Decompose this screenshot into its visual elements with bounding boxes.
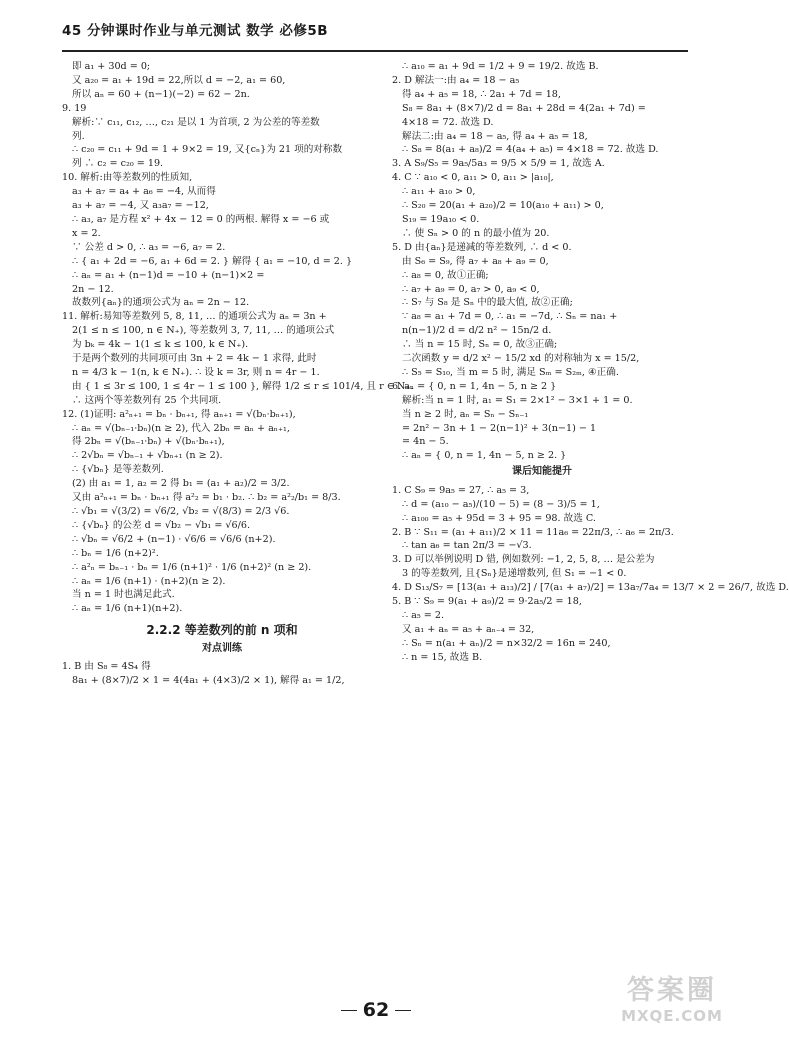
text-line: n = 4/3 k − 1(n, k ∈ N₊). ∴ 设 k = 3r, 则 n = 4r − 1. [72,366,320,378]
text-line: ∴ c₂₀ = c₁₁ + 9d = 1 + 9×2 = 19, 又{cₙ}为 21 项的对称数 [72,144,343,156]
text-line: ∴ d = (a₁₀ − a₅)/(10 − 5) = (8 − 3)/5 = 1, [402,498,600,510]
text-line: 得 a₄ + a₅ = 18, ∴ 2a₁ + 7d = 18, [402,88,561,100]
text-line: 故数列{aₙ}的通项公式为 aₙ = 2n − 12. [72,297,250,309]
text-line: 又 a₁ + aₙ = a₅ + aₙ₋₄ = 32, [402,623,535,635]
text-line: 1. C S₉ = 9a₅ = 27, ∴ a₅ = 3, [392,484,530,496]
text-line: ∴ aₙ = { 0, n = 1, 4n − 5, n ≥ 2. } [402,450,567,462]
text-line: 12. (1)证明: a²ₙ₊₁ = bₙ · bₙ₊₁, 得 aₙ₊₁ = √(bₙ·bₙ₊₁), [62,408,296,420]
text-line: x = 2. [72,227,101,239]
text-line: ∴ a₁₁ + a₁₀ > 0, [402,186,476,198]
text-line: = 4n − 5. [402,436,449,448]
text-line: S₈ = 8a₁ + (8×7)/2 d = 8a₁ + 28d = 4(2a₁ + 7d) = [402,102,646,114]
text-line: 由 { 1 ≤ 3r ≤ 100, 1 ≤ 4r − 1 ≤ 100 }, 解得 1/2 ≤ r ≤ 101/4, 且 r ∈ N₊. [72,380,414,392]
text-line: ∴ S₅ = S₁₀, 当 m = 5 时, 满足 Sₘ = S₂ₘ, ④正确. [402,366,619,378]
text-line: 9. 19 [62,102,87,114]
text-line: 4×18 = 72. 故选 D. [402,116,494,128]
text-line: 4. C ∵ a₁₀ < 0, a₁₁ > 0, a₁₁ > |a₁₀|, [392,172,554,184]
text-line: 8a₁ + (8×7)/2 × 1 = 4(4a₁ + (4×3)/2 × 1), 解得 a₁ = 1/2, [72,675,345,687]
section-subtitle: 对点训练 [202,642,242,654]
right-solution-lines [392,60,692,463]
text-line: ∴ √b₁ = √(3/2) = √6/2, √b₂ = √(8/3) = 2/3 √6. [72,506,290,517]
left-column [62,60,414,688]
text-line: ∴ 2√bₙ = √bₙ₋₁ + √bₙ₊₁ (n ≥ 2). [72,450,223,462]
section-title: 2.2.2 等差数列的前 n 项和 [146,623,298,638]
left-solution-lines [62,60,414,616]
text-line: ∴ n = 15, 故选 B. [402,651,483,663]
page-number: 62 [326,997,426,1025]
text-line: ∴ a²ₙ = bₙ₋₁ · bₙ = 1/6 (n+1)² · 1/6 (n+2)² (n ≥ 2). [72,561,312,573]
text-line: ∴ 这两个等差数列有 25 个共同项. [72,394,222,406]
text-line: 二次函数 y = d/2 x² − 15/2 xd 的对称轴为 x = 15/2, [402,353,640,365]
right-tail-lines [392,484,789,665]
text-line: 2(1 ≤ n ≤ 100, n ∈ N₊), 等差数列 3, 7, 11, … 的通项公式 [72,325,335,337]
watermark-top: 答案圈 [627,975,717,1007]
text-line: ∴ 使 Sₙ > 0 的 n 的最小值为 20. [402,227,550,239]
text-line: 解析:当 n = 1 时, a₁ = S₁ = 2×1² − 3×1 + 1 = 0. [402,394,633,406]
text-line: ∴ aₙ = a₁ + (n−1)d = −10 + (n−1)×2 = [72,269,265,281]
text-line: 2. D 解法一:由 a₄ = 18 − a₅ [392,74,520,86]
text-line: 3 的等差数列, 且{Sₙ}是递增数列, 但 S₁ = −1 < 0. [402,568,627,580]
text-line: ∴ bₙ = 1/6 (n+2)². [72,547,159,559]
text-line: = 2n² − 3n + 1 − 2(n−1)² + 3(n−1) − 1 [402,422,597,434]
header-title: 45 分钟课时作业与单元测试 数学 必修5B [62,23,329,39]
text-line: 3. D 可以举例说明 D 错, 例如数列: −1, 2, 5, 8, … 是公差为 [392,554,655,566]
text-line: ∴ tan a₆ = tan 2π/3 = −√3. [402,540,532,552]
text-line: 又由 a²ₙ₊₁ = bₙ · bₙ₊₁ 得 a²₂ = b₁ · b₂. ∴ b₂ = a²₂/b₁ = 8/3. [72,492,341,504]
text-line: 得 2bₙ = √(bₙ₋₁·bₙ) + √(bₙ·bₙ₊₁), [72,436,225,448]
text-line: 解法二:由 a₄ = 18 − a₅, 得 a₄ + a₅ = 18, [402,130,588,142]
right-section-subtitle: 课后知能提升 [512,466,572,478]
text-line: 10. 解析:由等差数列的性质知, [62,172,193,184]
text-line: S₁₉ = 19a₁₀ < 0. [402,213,480,225]
text-line: ∴ a₁₀₀ = a₅ + 95d = 3 + 95 = 98. 故选 C. [402,512,596,524]
text-line: ∴ S₂₀ = 20(a₁ + a₂₀)/2 = 10(a₁₀ + a₁₁) > 0, [402,200,604,212]
text-line: 1. B 由 S₈ = 4S₄ 得 [62,661,151,673]
text-line: ∴ √bₙ = √6/2 + (n−1) · √6/6 = √6/6 (n+2). [72,533,276,545]
text-line: ∴ S₇ 与 S₈ 是 Sₙ 中的最大值, 故②正确; [402,297,573,309]
text-line: 2n − 12. [72,283,114,295]
text-line: 4. D S₁₃/S₇ = [13(a₁ + a₁₃)/2] / [7(a₁ + a₇)/2] = 13a₇/7a₄ = 13/7 × 2 = 26/7, 故选 D. [392,582,789,594]
text-line: a₃ + a₇ = −4, 又 a₃a₇ = −12, [72,200,209,212]
text-line: ∴ aₙ = 1/6 (n+1) · (n+2)(n ≥ 2). [72,575,226,587]
text-line: 5. B ∵ S₉ = 9(a₁ + a₉)/2 = 9·2a₅/2 = 18, [392,596,582,608]
left-tail-lines [62,660,382,688]
text-line: ∴ {√bₙ} 是等差数列. [72,464,164,476]
text-line: ∴ a₈ = 0, 故①正确; [402,269,489,281]
text-line: ∴ a₇ + a₉ = 0, a₇ > 0, a₉ < 0, [402,283,540,295]
text-line: 所以 aₙ = 60 + (n−1)(−2) = 62 − 2n. [72,88,250,100]
text-line: ∵ 公差 d > 0, ∴ a₃ = −6, a₇ = 2. [72,241,226,253]
watermark-logo [612,971,732,1028]
text-line: ∴ S₈ = 8(a₁ + a₈)/2 = 4(a₄ + a₅) = 4×18 = 72. 故选 D. [402,144,659,156]
text-line: a₃ + a₇ = a₄ + a₆ = −4, 从而得 [72,186,216,198]
text-line: 2. B ∵ S₁₁ = (a₁ + a₁₁)/2 × 11 = 11a₆ = 22π/3, ∴ a₆ = 2π/3. [392,526,674,538]
text-line: n(n−1)/2 d = d/2 n² − 15n/2 d. [402,325,552,337]
text-line: ∴ aₙ = √(bₙ₋₁·bₙ)(n ≥ 2), 代入 2bₙ = aₙ + aₙ₊₁, [72,422,290,434]
text-line: 11. 解析:易知等差数列 5, 8, 11, … 的通项公式为 aₙ = 3n + [62,311,327,323]
text-line: 解析:∵ c₁₁, c₁₂, …, c₂₁ 是以 1 为首项, 2 为公差的等差数 [72,116,320,128]
text-line: 当 n = 1 时也满足此式. [72,589,175,601]
text-line: ∵ a₈ = a₁ + 7d = 0, ∴ a₁ = −7d, ∴ Sₙ = na₁ + [402,311,618,323]
text-line: ∴ 当 n = 15 时, Sₙ = 0, 故③正确; [402,339,558,351]
page-header [62,22,688,52]
text-line: 于是两个数列的共同项可由 3n + 2 = 4k − 1 求得, 此时 [72,353,317,365]
text-line: ∴ {√bₙ} 的公差 d = √b₂ − √b₁ = √6/6. [72,519,251,531]
text-line: 列 ∴ c₂ = c₂₀ = 19. [72,158,164,170]
text-line: 由 S₆ = S₉, 得 a₇ + a₈ + a₉ = 0, [402,255,549,267]
text-line: ∴ a₃, a₇ 是方程 x² + 4x − 12 = 0 的两根. 解得 x = −6 或 [72,213,330,225]
text-line: 当 n ≥ 2 时, aₙ = Sₙ − Sₙ₋₁ [402,408,529,420]
right-column [392,60,789,665]
text-line: 6. aₙ = { 0, n = 1, 4n − 5, n ≥ 2 } [392,380,557,392]
text-line: 列. [72,130,85,142]
text-line: ∴ Sₙ = n(a₁ + aₙ)/2 = n×32/2 = 16n = 240, [402,637,611,649]
text-line: 3. A S₉/S₅ = 9a₅/5a₃ = 9/5 × 5/9 = 1, 故选 A. [392,158,605,170]
text-line: (2) 由 a₁ = 1, a₂ = 2 得 b₁ = (a₁ + a₂)/2 = 3/2. [72,478,290,490]
text-line: 又 a₂₀ = a₁ + 19d = 22,所以 d = −2, a₁ = 60, [72,74,286,86]
text-line: ∴ { a₁ + 2d = −6, a₁ + 6d = 2. } 解得 { a₁ = −10, d = 2. } [72,255,353,267]
text-line: ∴ aₙ = 1/6 (n+1)(n+2). [72,603,183,615]
text-line: ∴ a₁₀ = a₁ + 9d = 1/2 + 9 = 19/2. 故选 B. [402,61,599,72]
text-line: 为 bₖ = 4k − 1(1 ≤ k ≤ 100, k ∈ N₊). [72,339,249,351]
text-line: ∴ a₅ = 2. [402,609,445,621]
watermark-bottom: MXQE.COM [621,1007,723,1026]
text-line: 即 a₁ + 30d = 0; [72,61,151,72]
text-line: 5. D 由{aₙ}是递减的等差数列, ∴ d < 0. [392,241,572,253]
